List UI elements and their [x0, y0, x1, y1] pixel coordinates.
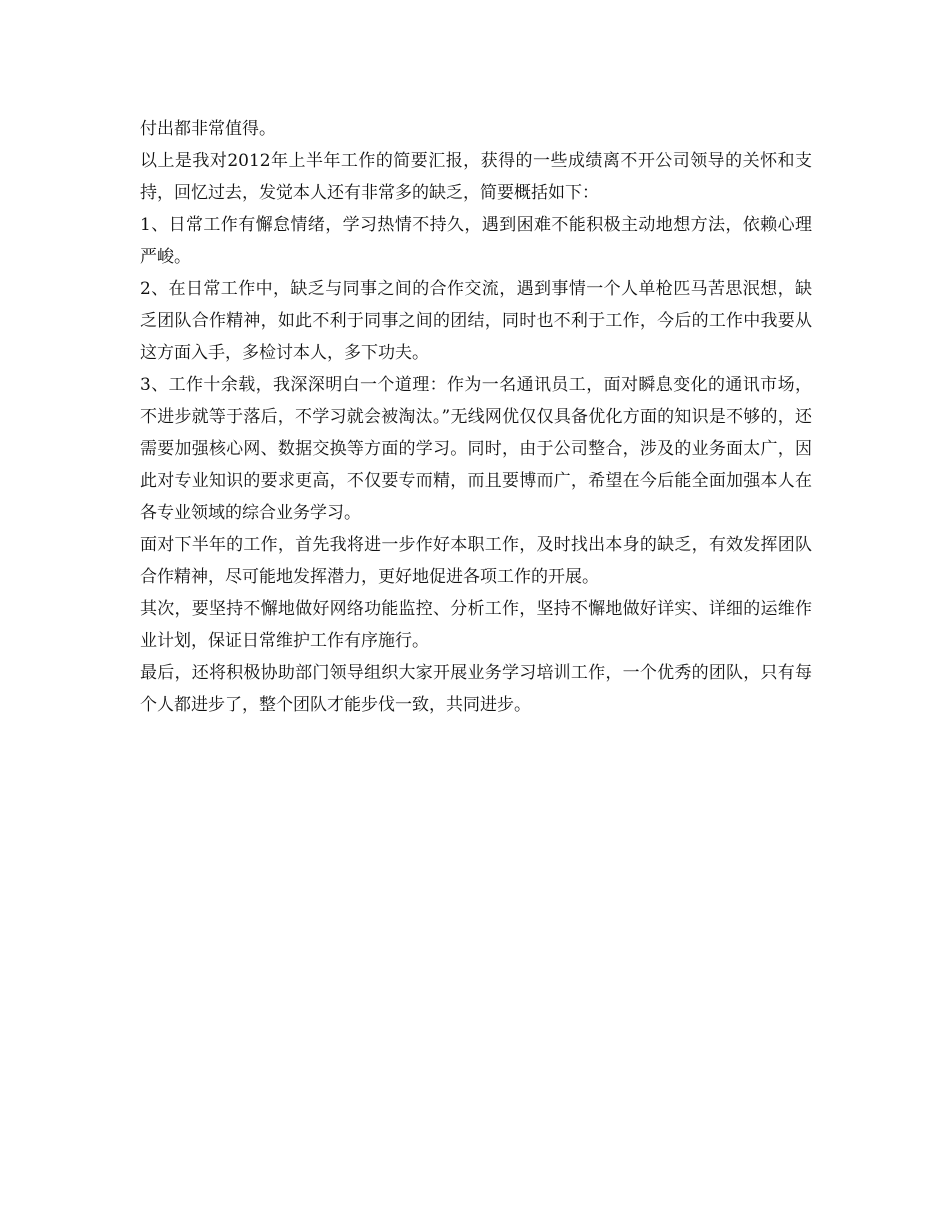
document-body: [140, 113, 812, 721]
paragraph: 付出都非常值得。: [140, 119, 276, 139]
paragraph: 3、工作十余载，我深深明白一个道理：作为一名通讯员工，面对瞬息变化的通讯市场，不进步就等于落后，不学习就会被淘汰。”无线网优仅仅具备优化方面的知识是不够的，还需要加强核心网、数据交换等方面的学习。同时，由于公司整合，涉及的业务面太广，因此对专业知识的要求更高，不仅要专而精，而且要博而广，希望在今后能全面加强本人在各专业领域的综合业务学习。: [140, 375, 812, 523]
paragraph: 面对下半年的工作，首先我将进一步作好本职工作，及时找出本身的缺乏，有效发挥团队合作精神，尽可能地发挥潜力，更好地促进各项工作的开展。: [140, 535, 812, 587]
paragraph: 最后，还将积极协助部门领导组织大家开展业务学习培训工作，一个优秀的团队，只有每个人都进步了，整个团队才能步伐一致，共同进步。: [140, 663, 812, 715]
paragraph: 以上是我对2012年上半年工作的简要汇报，获得的一些成绩离不开公司领导的关怀和支持，回忆过去，发觉本人还有非常多的缺乏，简要概括如下：: [140, 151, 812, 203]
paragraph: 2、在日常工作中，缺乏与同事之间的合作交流，遇到事情一个人单枪匹马苦思泯想，缺乏团队合作精神，如此不利于同事之间的团结，同时也不利于工作，今后的工作中我要从这方面入手，多检讨本人，多下功夫。: [140, 279, 812, 363]
paragraph: 1、日常工作有懈怠情绪，学习热情不持久，遇到困难不能积极主动地想方法，依赖心理严峻。: [140, 215, 812, 267]
paragraph: 其次，要坚持不懈地做好网络功能监控、分析工作，坚持不懈地做好详实、详细的运维作业计划，保证日常维护工作有序施行。: [140, 599, 812, 651]
